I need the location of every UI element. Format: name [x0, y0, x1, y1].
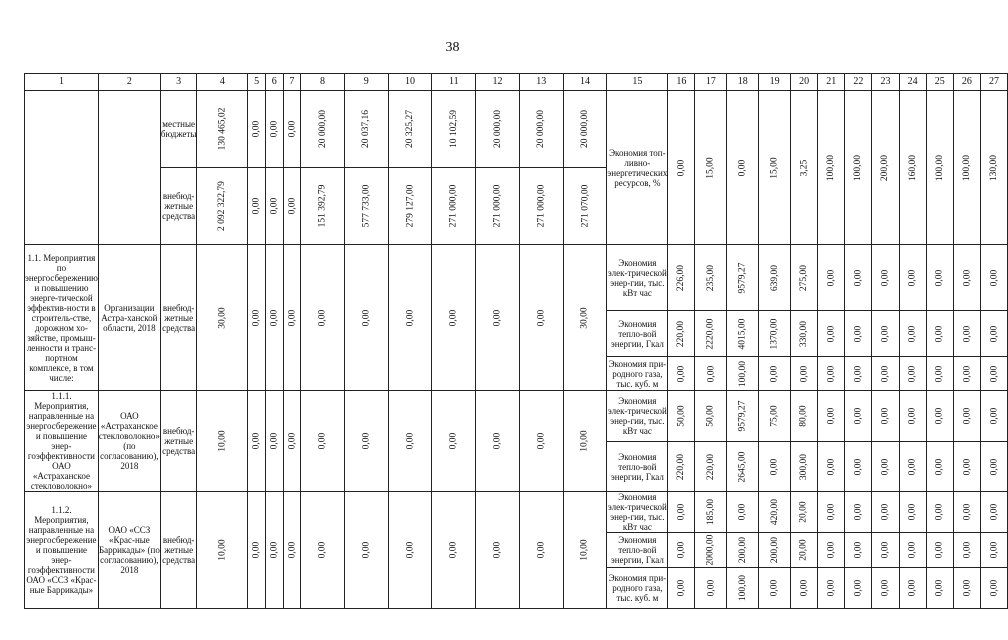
- indicator-value: 0,00: [818, 442, 845, 492]
- indicator-value: 100,00: [845, 91, 872, 245]
- indicator-value: 15,00: [759, 91, 791, 245]
- amount-cell: 10,00: [197, 391, 248, 492]
- indicator-value: 220,00: [668, 311, 695, 357]
- indicator-value: 0,00: [953, 357, 980, 391]
- indicator-label: Экономия элек-трической энер-гии, тыс. кВт час: [607, 492, 667, 532]
- indicator-value: 0,00: [845, 492, 872, 533]
- indicator-value: 0,00: [759, 568, 791, 609]
- column-number: 7: [283, 74, 301, 91]
- amount-cell: 271 000,00: [476, 168, 520, 245]
- column-number: 16: [668, 74, 695, 91]
- indicator-label: Экономия тепло-вой энергии, Гкал: [607, 442, 668, 492]
- amount-cell: 10 102,59: [432, 91, 476, 168]
- amount-cell: 0,00: [265, 91, 283, 168]
- indicator-value: 100,00: [727, 357, 759, 391]
- executor: ОАО «Астраханское стекловолокно» (по согласованию), 2018: [98, 391, 160, 492]
- indicator-value: 0,00: [926, 357, 953, 391]
- indicator-value: 0,00: [818, 245, 845, 311]
- indicator-value: 0,00: [926, 245, 953, 311]
- amount-cell: 10,00: [197, 492, 248, 609]
- indicator-value: 185,00: [695, 492, 727, 533]
- amount-cell: 0,00: [388, 391, 432, 492]
- indicator-value: 20,00: [791, 492, 818, 533]
- column-number: 13: [519, 74, 563, 91]
- indicator-value: 0,00: [899, 568, 926, 609]
- amount-cell: 30,00: [197, 245, 248, 391]
- amount-cell: 0,00: [432, 391, 476, 492]
- table-row: [25, 91, 1008, 168]
- amount-cell: 0,00: [476, 245, 520, 391]
- header-row: [25, 74, 1008, 91]
- indicator-value: 0,00: [668, 91, 695, 245]
- amount-cell: 0,00: [344, 492, 388, 609]
- amount-cell: 0,00: [283, 168, 301, 245]
- indicator-value: 220,00: [668, 442, 695, 492]
- column-number: 17: [695, 74, 727, 91]
- indicator-value: 0,00: [818, 311, 845, 357]
- indicator-value: 0,00: [845, 442, 872, 492]
- indicator-value: 0,00: [953, 533, 980, 568]
- amount-cell: 0,00: [248, 91, 266, 168]
- indicator-value: 0,00: [872, 357, 899, 391]
- column-number: 12: [476, 74, 520, 91]
- amount-cell: 577 733,00: [344, 168, 388, 245]
- indicator-value: 330,00: [791, 311, 818, 357]
- indicator-value: 0,00: [759, 442, 791, 492]
- amount-cell: 0,00: [301, 245, 345, 391]
- indicator-value: 300,00: [791, 442, 818, 492]
- indicator-value: 0,00: [872, 492, 899, 533]
- indicator-value: 0,00: [980, 391, 1007, 442]
- measure-name: 1.1.2. Мероприятия, направленные на энергосбережение и повышение энер-гоэффективности ОАО «ССЗ «Крас-ные Баррикады»: [25, 492, 99, 609]
- indicator-value: 0,00: [727, 91, 759, 245]
- column-number: 19: [759, 74, 791, 91]
- executor: Организации Астра-ханской области, 2018: [98, 245, 160, 391]
- indicator-value: 275,00: [791, 245, 818, 311]
- amount-cell: 0,00: [283, 492, 301, 609]
- table-row: [25, 492, 1008, 533]
- amount-cell: 0,00: [265, 245, 283, 391]
- indicator-value: 0,00: [926, 533, 953, 568]
- indicator-value: 1370,00: [759, 311, 791, 357]
- indicator-label: Экономия при-родного газа, тыс. куб. м: [607, 568, 668, 609]
- indicator-value: 0,00: [818, 568, 845, 609]
- table-row: [25, 245, 1008, 311]
- indicator-value: 0,00: [926, 391, 953, 442]
- indicator-value: 3,25: [791, 91, 818, 245]
- indicator-value: 0,00: [845, 568, 872, 609]
- indicator-value: 2220,00: [695, 311, 727, 357]
- indicator-value: 0,00: [899, 492, 926, 533]
- amount-cell: 0,00: [388, 492, 432, 609]
- indicator-value: 0,00: [953, 568, 980, 609]
- indicator-value: 0,00: [980, 442, 1007, 492]
- indicator-label: Экономия топ-ливно-энергетических ресурсов, %: [607, 91, 668, 245]
- indicator-value: 0,00: [668, 533, 695, 568]
- indicator-value: 0,00: [980, 533, 1007, 568]
- indicator-value: 100,00: [818, 91, 845, 245]
- amount-cell: 271 000,00: [519, 168, 563, 245]
- amount-cell: 0,00: [476, 391, 520, 492]
- program-table: [24, 73, 1008, 609]
- column-number: 25: [926, 74, 953, 91]
- indicator-value: 0,00: [899, 533, 926, 568]
- column-number: 9: [344, 74, 388, 91]
- indicator-value: 0,00: [980, 568, 1007, 609]
- column-number: 11: [432, 74, 476, 91]
- indicator-value: 0,00: [791, 568, 818, 609]
- amount-cell: 271 070,00: [563, 168, 607, 245]
- amount-cell: 271 000,00: [432, 168, 476, 245]
- indicator-value: 0,00: [727, 492, 759, 533]
- amount-cell: 0,00: [519, 245, 563, 391]
- amount-cell: 0,00: [283, 245, 301, 391]
- indicator-value: 0,00: [926, 311, 953, 357]
- indicator-value: 0,00: [818, 533, 845, 568]
- indicator-value: 0,00: [926, 568, 953, 609]
- amount-cell: 0,00: [301, 492, 345, 609]
- indicator-value: 50,00: [695, 391, 727, 442]
- amount-cell: 0,00: [265, 391, 283, 492]
- indicator-value: 0,00: [791, 357, 818, 391]
- column-number: 6: [265, 74, 283, 91]
- column-number: 8: [301, 74, 345, 91]
- indicator-value: 0,00: [845, 245, 872, 311]
- amount-cell: 10,00: [563, 492, 607, 609]
- column-number: 3: [160, 74, 197, 91]
- indicator-value: 160,00: [899, 91, 926, 245]
- indicator-value: 100,00: [926, 91, 953, 245]
- indicator-value: 75,00: [759, 391, 791, 442]
- measure-name: 1.1.1. Мероприятия, направленные на энергосбережение и повышение энер-гоэффективности ОАО «Астраханское стекловолокно»: [26, 391, 97, 491]
- amount-cell: 0,00: [265, 492, 283, 609]
- indicator-value: 0,00: [668, 492, 695, 533]
- column-number: 22: [845, 74, 872, 91]
- indicator-value: 639,00: [759, 245, 791, 311]
- funding-source: местные бюджеты: [160, 91, 197, 168]
- indicator-value: 0,00: [953, 442, 980, 492]
- amount-cell: 0,00: [432, 245, 476, 391]
- indicator-value: 0,00: [872, 442, 899, 492]
- indicator-value: 9579,27: [727, 391, 759, 442]
- amount-cell: 0,00: [519, 492, 563, 609]
- amount-cell: 20 325,27: [388, 91, 432, 168]
- column-number: 26: [953, 74, 980, 91]
- indicator-value: 0,00: [668, 357, 695, 391]
- amount-cell: 0,00: [248, 245, 266, 391]
- indicator-value: 0,00: [899, 311, 926, 357]
- amount-cell: 2 092 322,79: [197, 168, 248, 245]
- column-number: 27: [980, 74, 1007, 91]
- amount-cell: 0,00: [301, 391, 345, 492]
- indicator-value: 235,00: [695, 245, 727, 311]
- indicator-value: 200,00: [872, 91, 899, 245]
- indicator-label: Экономия при-родного газа, тыс. куб. м: [608, 358, 667, 389]
- column-number: 4: [197, 74, 248, 91]
- indicator-value: 0,00: [980, 492, 1007, 533]
- amount-cell: 10,00: [563, 391, 607, 492]
- executor: ОАО «ССЗ «Крас-ные Баррикады» (по согласованию), 2018: [98, 492, 160, 609]
- funding-source: внебюд-жетные средства: [160, 391, 197, 492]
- column-number: 1: [25, 74, 99, 91]
- column-number: 18: [727, 74, 759, 91]
- indicator-label: Экономия тепло-вой энергии, Гкал: [607, 311, 668, 357]
- indicator-value: 0,00: [872, 533, 899, 568]
- indicator-value: 50,00: [668, 391, 695, 442]
- indicator-value: 15,00: [695, 91, 727, 245]
- indicator-value: 220,00: [695, 442, 727, 492]
- indicator-value: 0,00: [818, 391, 845, 442]
- column-number: 2: [98, 74, 160, 91]
- page-number: 38: [445, 40, 460, 55]
- indicator-value: 0,00: [845, 357, 872, 391]
- empty-cell: [25, 91, 99, 245]
- indicator-value: 200,00: [727, 533, 759, 568]
- indicator-value: 0,00: [695, 568, 727, 609]
- amount-cell: 0,00: [388, 245, 432, 391]
- amount-cell: 0,00: [248, 168, 266, 245]
- indicator-value: 0,00: [926, 492, 953, 533]
- indicator-value: 0,00: [845, 311, 872, 357]
- indicator-value: 4015,00: [727, 311, 759, 357]
- indicator-label: Экономия элек-трической энер-гии, тыс. кВт час: [607, 245, 668, 311]
- table-row: [25, 391, 1008, 442]
- indicator-value: 100,00: [727, 568, 759, 609]
- amount-cell: 151 392,79: [301, 168, 345, 245]
- indicator-value: 0,00: [818, 357, 845, 391]
- indicator-value: 0,00: [845, 533, 872, 568]
- indicator-value: 0,00: [899, 391, 926, 442]
- indicator-label: Экономия тепло-вой энергии, Гкал: [607, 533, 668, 568]
- amount-cell: 0,00: [248, 391, 266, 492]
- amount-cell: 0,00: [283, 391, 301, 492]
- indicator-value: 0,00: [872, 245, 899, 311]
- indicator-value: 0,00: [980, 245, 1007, 311]
- column-number: 14: [563, 74, 607, 91]
- indicator-value: 130,00: [980, 91, 1007, 245]
- indicator-value: 0,00: [872, 311, 899, 357]
- column-number: 15: [607, 74, 668, 91]
- indicator-value: 20,00: [791, 533, 818, 568]
- indicator-value: 80,00: [791, 391, 818, 442]
- indicator-value: 0,00: [899, 245, 926, 311]
- column-number: 23: [872, 74, 899, 91]
- amount-cell: 130 465,02: [197, 91, 248, 168]
- column-number: 5: [248, 74, 266, 91]
- amount-cell: 20 000,00: [519, 91, 563, 168]
- indicator-value: 0,00: [899, 442, 926, 492]
- indicator-value: 0,00: [872, 568, 899, 609]
- empty-cell: [98, 91, 160, 245]
- amount-cell: 279 127,00: [388, 168, 432, 245]
- amount-cell: 0,00: [432, 492, 476, 609]
- column-number: 20: [791, 74, 818, 91]
- indicator-value: 0,00: [818, 492, 845, 533]
- amount-cell: 0,00: [476, 492, 520, 609]
- indicator-value: 0,00: [695, 357, 727, 391]
- indicator-value: 0,00: [872, 391, 899, 442]
- amount-cell: 0,00: [344, 391, 388, 492]
- indicator-value: 0,00: [668, 568, 695, 609]
- indicator-value: 0,00: [899, 357, 926, 391]
- indicator-value: 100,00: [953, 91, 980, 245]
- indicator-value: 0,00: [980, 357, 1007, 391]
- indicator-value: 2000,00: [695, 533, 727, 568]
- amount-cell: 30,00: [563, 245, 607, 391]
- indicator-value: 200,00: [759, 533, 791, 568]
- indicator-value: 9579,27: [727, 245, 759, 311]
- amount-cell: 20 000,00: [476, 91, 520, 168]
- indicator-value: 0,00: [953, 492, 980, 533]
- indicator-value: 0,00: [845, 391, 872, 442]
- amount-cell: 0,00: [248, 492, 266, 609]
- indicator-value: 0,00: [953, 245, 980, 311]
- column-number: 10: [388, 74, 432, 91]
- indicator-value: 0,00: [926, 442, 953, 492]
- indicator-label: Экономия элек-трической энер-гии, тыс. кВт час: [607, 391, 668, 442]
- amount-cell: 0,00: [519, 391, 563, 492]
- amount-cell: 0,00: [344, 245, 388, 391]
- indicator-value: 0,00: [953, 391, 980, 442]
- amount-cell: 20 000,00: [563, 91, 607, 168]
- indicator-value: 420,00: [759, 492, 791, 533]
- column-number: 24: [899, 74, 926, 91]
- indicator-value: 2645,00: [727, 442, 759, 492]
- measure-name: 1.1. Мероприятия по энергосбережению и повышению энерге-тической эффектив-ности в строитель-стве, дорожном хо-зяйстве, промыш-ленности и транс-портном комплексе, в том числе:: [25, 245, 99, 391]
- indicator-value: 0,00: [759, 357, 791, 391]
- indicator-value: 226,00: [668, 245, 695, 311]
- indicator-value: 0,00: [980, 311, 1007, 357]
- amount-cell: 0,00: [283, 91, 301, 168]
- funding-source: внебюд-жетные средства: [160, 492, 197, 609]
- column-number: 21: [818, 74, 845, 91]
- amount-cell: 20 000,00: [301, 91, 345, 168]
- indicator-value: 0,00: [953, 311, 980, 357]
- amount-cell: 0,00: [265, 168, 283, 245]
- funding-source: внебюд-жетные средства: [160, 245, 197, 391]
- funding-source: внебюд-жетные средства: [160, 168, 197, 245]
- amount-cell: 20 037,16: [344, 91, 388, 168]
